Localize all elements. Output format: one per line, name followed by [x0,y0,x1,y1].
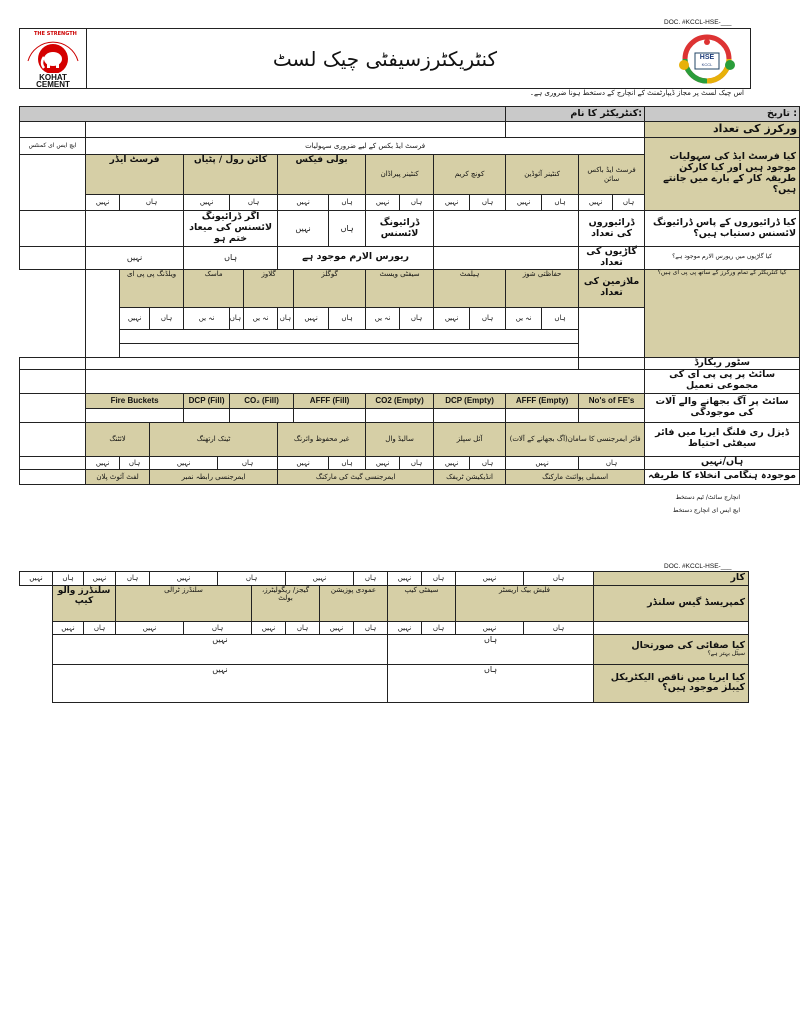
no-option[interactable]: نہیں [150,572,218,586]
fire-equipment-question: سائٹ پر آگ بجھانے والے آلات کی موجودگی [645,393,800,422]
comments-cell[interactable] [20,393,86,422]
no-option[interactable]: نہیں [184,195,230,211]
kohat-logo [20,29,87,88]
yes-option[interactable]: ہاں [524,621,594,634]
drivers-question: کیا ڈرائیوروں کے پاس ڈرائیونگ لائسنس دستیاب ہیں؟ [645,211,800,247]
no-option[interactable]: نہ یں [244,307,278,329]
yes-option[interactable]: ہاں [329,307,366,329]
employees-count-label: ملازمین کی تعداد [579,269,645,307]
no-option[interactable]: نہیں [86,195,120,211]
first-aid-item: کاٹن رول / پٹیاں [184,155,278,195]
ppe-item: سیفٹی ویسٹ [366,269,434,307]
drivers-count-label: ڈرائیوروں کی تعداد [579,211,645,247]
gas-item: گیجز/ ریگولیٹرز، بولٹ [252,585,320,621]
comments-cell[interactable] [20,211,86,247]
yes-option[interactable]: ہاں [278,307,294,329]
yes-no-label: ہاں/نہیں [645,456,800,469]
doc-number: DOC. #KCCL-HSE-___ [664,19,732,26]
comments-cell[interactable] [20,469,86,484]
fire-header: AFFF (Fill) [294,393,366,408]
no-option[interactable]: نہیں [286,572,354,586]
no-option[interactable]: نہیں [434,456,470,469]
yes-option[interactable]: ہاں [422,621,456,634]
no-option[interactable]: نہیں [86,247,184,270]
driving-license-label: ڈرائیونگ لائسنس [366,211,434,247]
gas-item: سیفٹی کیپ [388,585,456,621]
no-option[interactable]: نہیں [456,621,524,634]
vehicles-count-label: گاڑیوں کی تعداد [579,247,645,270]
yes-option[interactable]: ہاں [579,456,645,469]
license-expired-label: اگر ڈرائیونگ لائسنس کی میعاد ختم ہو [184,211,278,247]
yes-option[interactable]: ہاں [524,572,594,586]
hse-comments-label: ایچ ایس ای کمنٹس [20,138,86,155]
diesel-item: آئل سپلز [434,422,506,456]
no-option[interactable]: نہیں [294,307,329,329]
no-option[interactable]: نہ یں [506,307,542,329]
yes-option[interactable]: ہاں [470,456,506,469]
yes-option[interactable]: ہاں [84,621,116,634]
vehicles-count-field[interactable] [434,247,579,270]
no-option[interactable]: نہیں [278,211,329,247]
yes-option[interactable]: ہاں [120,456,150,469]
hse-logo-text: HSE [699,54,715,61]
no-option[interactable]: نہیں [456,572,524,586]
no-option[interactable]: نہیں [388,572,422,586]
ppe-notes-cell[interactable] [120,329,579,343]
housekeeping-question: کیا صفائی کی صورتحال [631,639,745,651]
yes-option[interactable]: ہاں [53,572,84,586]
evacuation-item: ایمرجنسی رابطہ نمبر [150,469,278,484]
first-aid-item: فرسٹ ایڈ باکس سائن [579,155,645,195]
comments-cell[interactable] [20,369,86,393]
yes-option[interactable]: ہاں [116,572,150,586]
no-option[interactable]: نہیں [278,456,329,469]
no-option[interactable]: نہیں [388,621,422,634]
no-option[interactable]: نہیں [150,456,218,469]
incharge-signature: انچارج سائٹ/ ٹیم دستخط [675,494,740,501]
evacuation-item: اسمبلی پوائنٹ مارکنگ [506,469,645,484]
yes-option[interactable]: ہاں [286,621,320,634]
comments-cell[interactable] [20,155,86,211]
fire-header: CO2 (Empty) [366,393,434,408]
yes-option[interactable]: ہاں [613,195,645,211]
ppe-compliance-field[interactable] [86,369,645,393]
no-option[interactable]: نہیں [116,621,184,634]
no-option[interactable]: نہیں [53,621,84,634]
no-option[interactable]: نہیں [20,572,53,586]
yes-option[interactable]: ہاں [354,572,388,586]
signature-note: اس چیک لسٹ پر مجاز ڈیپارٹمنٹ کے انچارج کے دستخط ہونا ضروری ہے۔ [529,89,744,97]
yes-option[interactable]: ہاں [329,456,366,469]
housekeeping-label [594,634,749,664]
no-option[interactable]: نہیں [579,195,613,211]
date-label: : تاریخ [645,107,800,122]
ppe-question: کیا کنٹریکٹر کے تمام ورکرز کے ساتھ پی پی ای ہیں؟ [645,269,800,357]
no-option[interactable]: نہیں [86,456,120,469]
checklist-table-page2 [19,571,749,703]
comments-cell[interactable] [86,269,120,357]
no-option[interactable]: نہیں [84,572,116,586]
first-aid-note: فرسٹ ایڈ بکس کے لیے ضروری سہولیات [86,138,645,155]
logo-cement: CEMENT [36,80,70,89]
reverse-alarm-label: ریورس الارم موجود ہے [278,247,434,270]
header-box [19,28,751,89]
ppe-item: ہیلمٹ [434,269,506,307]
diesel-item: لائٹنگ [86,422,150,456]
gas-item: عمودی پوزیشن [320,585,388,621]
yes-option[interactable]: ہاں [388,634,594,664]
workers-count-field[interactable] [506,122,645,138]
yes-option[interactable]: ہاں [470,195,506,211]
ppe-compliance-label: سائٹ پر پی پی ای کی مجموعی تعمیل [645,369,800,393]
yes-option[interactable]: ہاں [422,572,456,586]
yes-option[interactable]: ہاں [329,211,366,247]
workers-count-label: ورکرز کی تعداد [645,122,800,138]
first-aid-item: بولی فیکس [278,155,366,195]
fire-header: CO₂ (Fill) [230,393,294,408]
first-aid-item: فرسٹ ایڈر [86,155,184,195]
yes-option[interactable]: ہاں [354,621,388,634]
checklist-table [19,106,800,485]
hse-logo [670,33,744,85]
store-record-label: سٹور ریکارڈ [645,357,800,369]
contractor-name-label: :کنٹریکٹر کا نام [506,107,645,122]
yes-option[interactable]: ہاں [542,307,579,329]
ppe-notes-cell[interactable] [120,343,579,357]
diesel-item: سالیڈ وال [366,422,434,456]
gas-item: سلنڈرز ٹرالی [116,585,252,621]
no-option[interactable]: نہیں [278,195,329,211]
logo-kohat: KOHAT [39,73,67,82]
page-title: کنٹریکٹرزسیفٹی چیک لسٹ [272,47,498,71]
gas-item: فلیش بیک اریسٹر [456,585,594,621]
first-aid-item: کنٹینر آئوڈین [506,155,579,195]
no-option[interactable]: نہیں [320,621,354,634]
comments-cell[interactable] [20,456,86,469]
yes-option[interactable]: ہاں [329,195,366,211]
yes-option[interactable]: ہاں [400,195,434,211]
first-aid-item: کونچ کریم [434,155,506,195]
comments-cell[interactable] [20,247,86,270]
fire-header: AFFF (Empty) [506,393,579,408]
yes-option[interactable]: ہاں [388,664,594,702]
no-option[interactable]: نہیں [366,195,400,211]
evacuation-question: موجودہ ہنگامی انخلاء کا طریقہ [645,469,800,484]
diesel-question: ڈیزل ری فلنگ ایریا میں فائر سیفٹی احتیاط [645,422,800,456]
no-option[interactable]: نہیں [506,456,579,469]
ppe-item: حفاظتی شوز [506,269,579,307]
yes-option[interactable]: ہاں [184,247,278,270]
first-aid-item: کنٹینر پیراڈان [366,155,434,195]
yes-option[interactable]: ہاں [184,621,252,634]
yes-option[interactable]: ہاں [542,195,579,211]
no-option[interactable]: نہیں [120,307,150,329]
ppe-item: گوگلز [294,269,366,307]
yes-option[interactable]: ہاں [120,195,184,211]
hse-signature: ایچ ایس ای انچارج دستخط [672,507,740,514]
ppe-item: گلاوز [244,269,294,307]
no-option[interactable]: نہیں [506,195,542,211]
no-option[interactable]: نہیں [252,621,286,634]
housekeeping-sub: سیٹل بہتر ہے؟ [707,650,745,658]
car-label: کار [594,572,749,586]
yes-option[interactable]: ہاں [230,195,278,211]
ppe-item: ویلڈنگ پی پی ای [120,269,184,307]
contractor-name-field[interactable] [20,107,506,122]
first-aid-question: کیا فرسٹ ایڈ کی سہولیات موجود ہیں اور کیا کارکن طریقہ کار کے بارے میں جانتے ہیں؟ [645,138,800,211]
fire-header: Fire Buckets [86,393,184,408]
no-option[interactable]: نہ یں [366,307,400,329]
evacuation-item: انڈیکیشن ٹریفک [434,469,506,484]
drivers-count-field[interactable] [434,211,579,247]
diesel-item: ٹینک ارتھنگ [150,422,278,456]
comments-cell[interactable] [20,422,86,456]
gas-item: سلنڈرز والو کیپ [53,585,116,621]
fire-header: No's of FE's [579,393,645,408]
yes-option[interactable]: ہاں [470,307,506,329]
yes-option[interactable]: ہاں [150,307,184,329]
hse-logo-sub: KCCL [701,62,713,67]
yes-option[interactable]: ہاں [230,307,244,329]
doc-number: DOC. #KCCL-HSE-___ [664,563,732,570]
comments-cell[interactable] [20,357,86,369]
yes-option[interactable]: ہاں [400,307,434,329]
evacuation-item: ایمرجنسی گیٹ کی مارکنگ [278,469,434,484]
diesel-item: فائر ایمرجنسی کا سامان(آگ بجھانے کے آلات) [506,422,645,456]
no-option[interactable]: نہیں [53,664,388,702]
no-option[interactable]: نہ یں [184,307,230,329]
gas-cylinder-label: کمپریسڈ گیس سلنڈر [594,585,749,621]
ppe-item: ماسک [184,269,244,307]
cables-question: کیا ایریا میں ناقص الیکٹریکل کیبلز موجود ہیں؟ [594,664,749,702]
employees-count-field[interactable] [579,307,645,357]
yes-option[interactable]: ہاں [218,572,286,586]
yes-option[interactable]: ہاں [400,456,434,469]
yes-option[interactable]: ہاں [218,456,278,469]
no-option[interactable]: نہیں [434,195,470,211]
fire-header: DCP (Fill) [184,393,230,408]
no-option[interactable]: نہیں [434,307,470,329]
diesel-item: غیر محفوظ وائرنگ [278,422,366,456]
no-option[interactable]: نہیں [53,634,388,664]
no-option[interactable]: نہیں [366,456,400,469]
fire-header: DCP (Empty) [434,393,506,408]
vehicles-question: کیا گاڑیوں میں ریورس الارم موجود ہے؟ [645,247,800,270]
evacuation-item: لفٹ آئوٹ پلان [86,469,150,484]
logo-arc-text: THE STRENGTH [34,31,77,37]
